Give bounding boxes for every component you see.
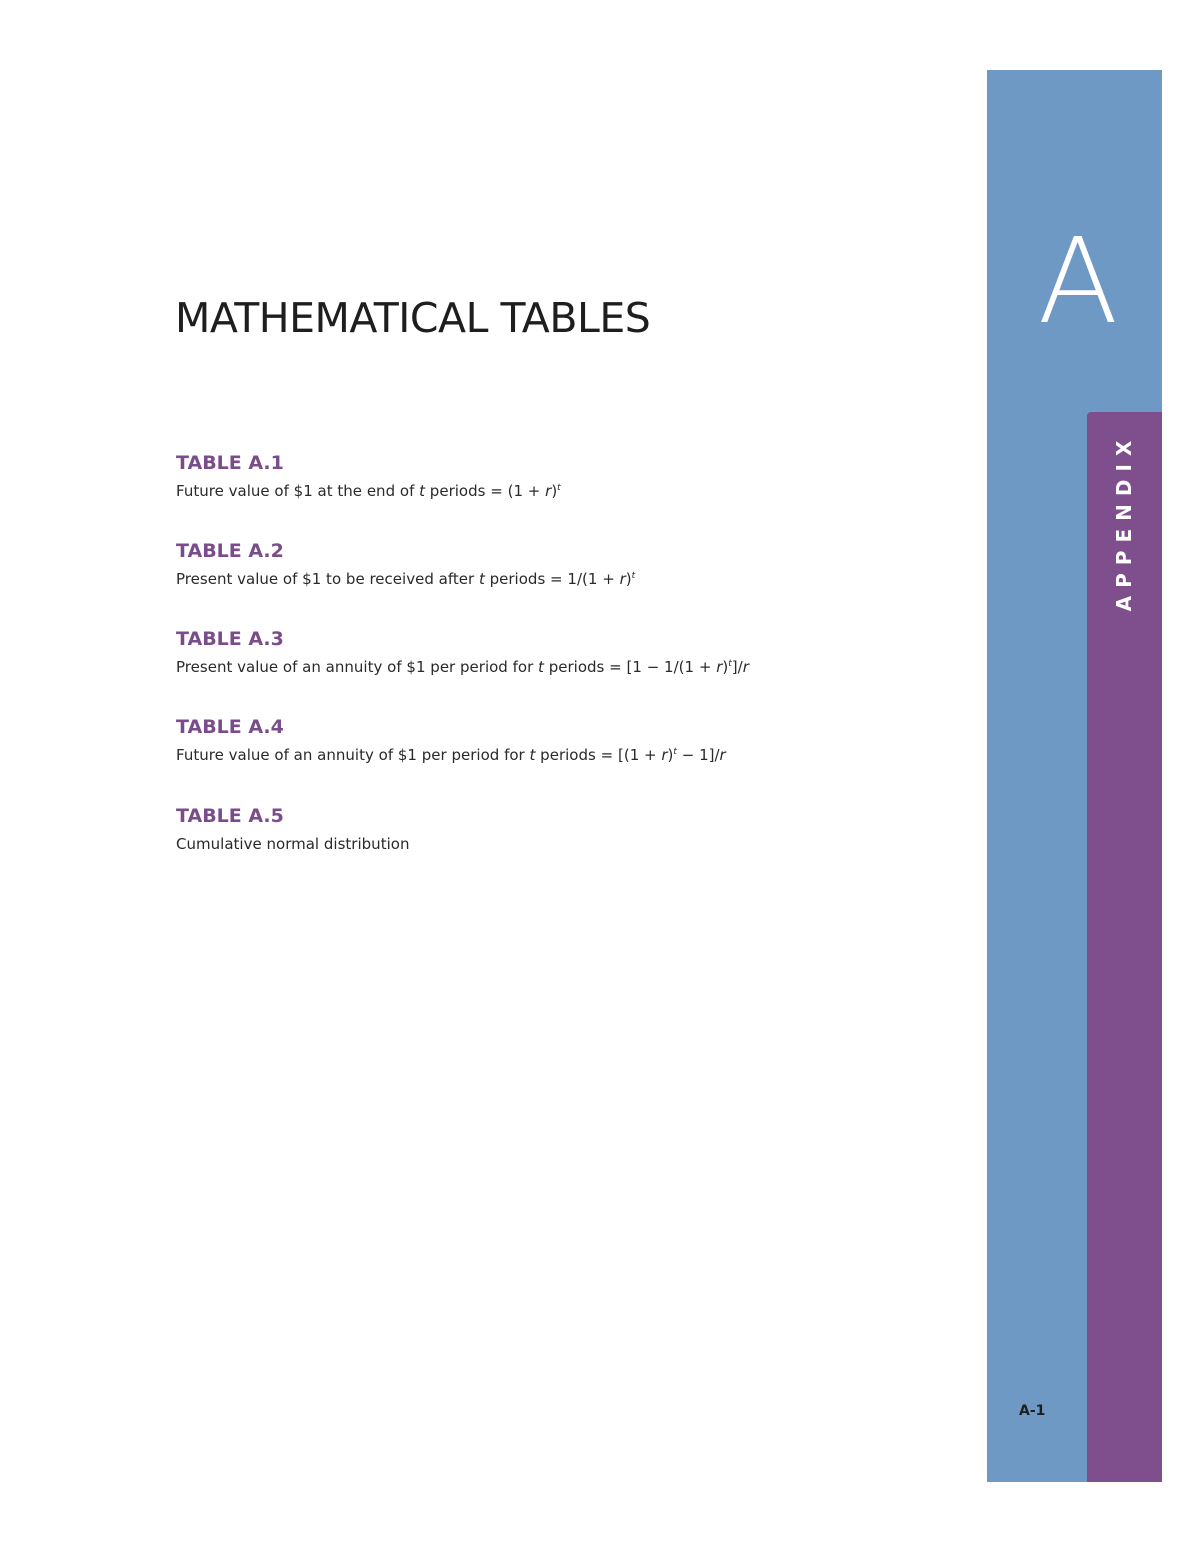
table-description: Future value of an annuity of $1 per period for t periods = $[(1 + r)^t - 1]/r$ — [176, 746, 726, 764]
table-description: Cumulative normal distribution — [176, 835, 410, 853]
table-entry-a2 — [176, 539, 936, 589]
table-description: Future value of $1 at the end of t periods = $(1 + r)^t$ — [176, 482, 561, 500]
table-description: Present value of an annuity of $1 per period for t periods = $[1 - 1/(1 + r)^t]/r$ — [176, 658, 749, 676]
table-description: Present value of $1 to be received after t periods = $1/(1 + r)^t$ — [176, 570, 636, 588]
table-entry-a4 — [176, 715, 936, 765]
table-entry-a1 — [176, 451, 936, 501]
appendix-letter: A — [1037, 212, 1119, 350]
table-heading: TABLE A.5 — [176, 805, 284, 827]
table-entry-a5 — [176, 804, 936, 854]
table-heading: TABLE A.3 — [176, 628, 284, 650]
page-number: A-1 — [1019, 1403, 1046, 1419]
table-heading: TABLE A.4 — [176, 716, 284, 738]
table-entry-a3 — [176, 627, 936, 677]
table-heading: TABLE A.2 — [176, 540, 284, 562]
appendix-label: APPENDIX — [1112, 432, 1136, 612]
table-heading: TABLE A.1 — [176, 452, 284, 474]
page-title: MATHEMATICAL TABLES — [175, 294, 651, 342]
